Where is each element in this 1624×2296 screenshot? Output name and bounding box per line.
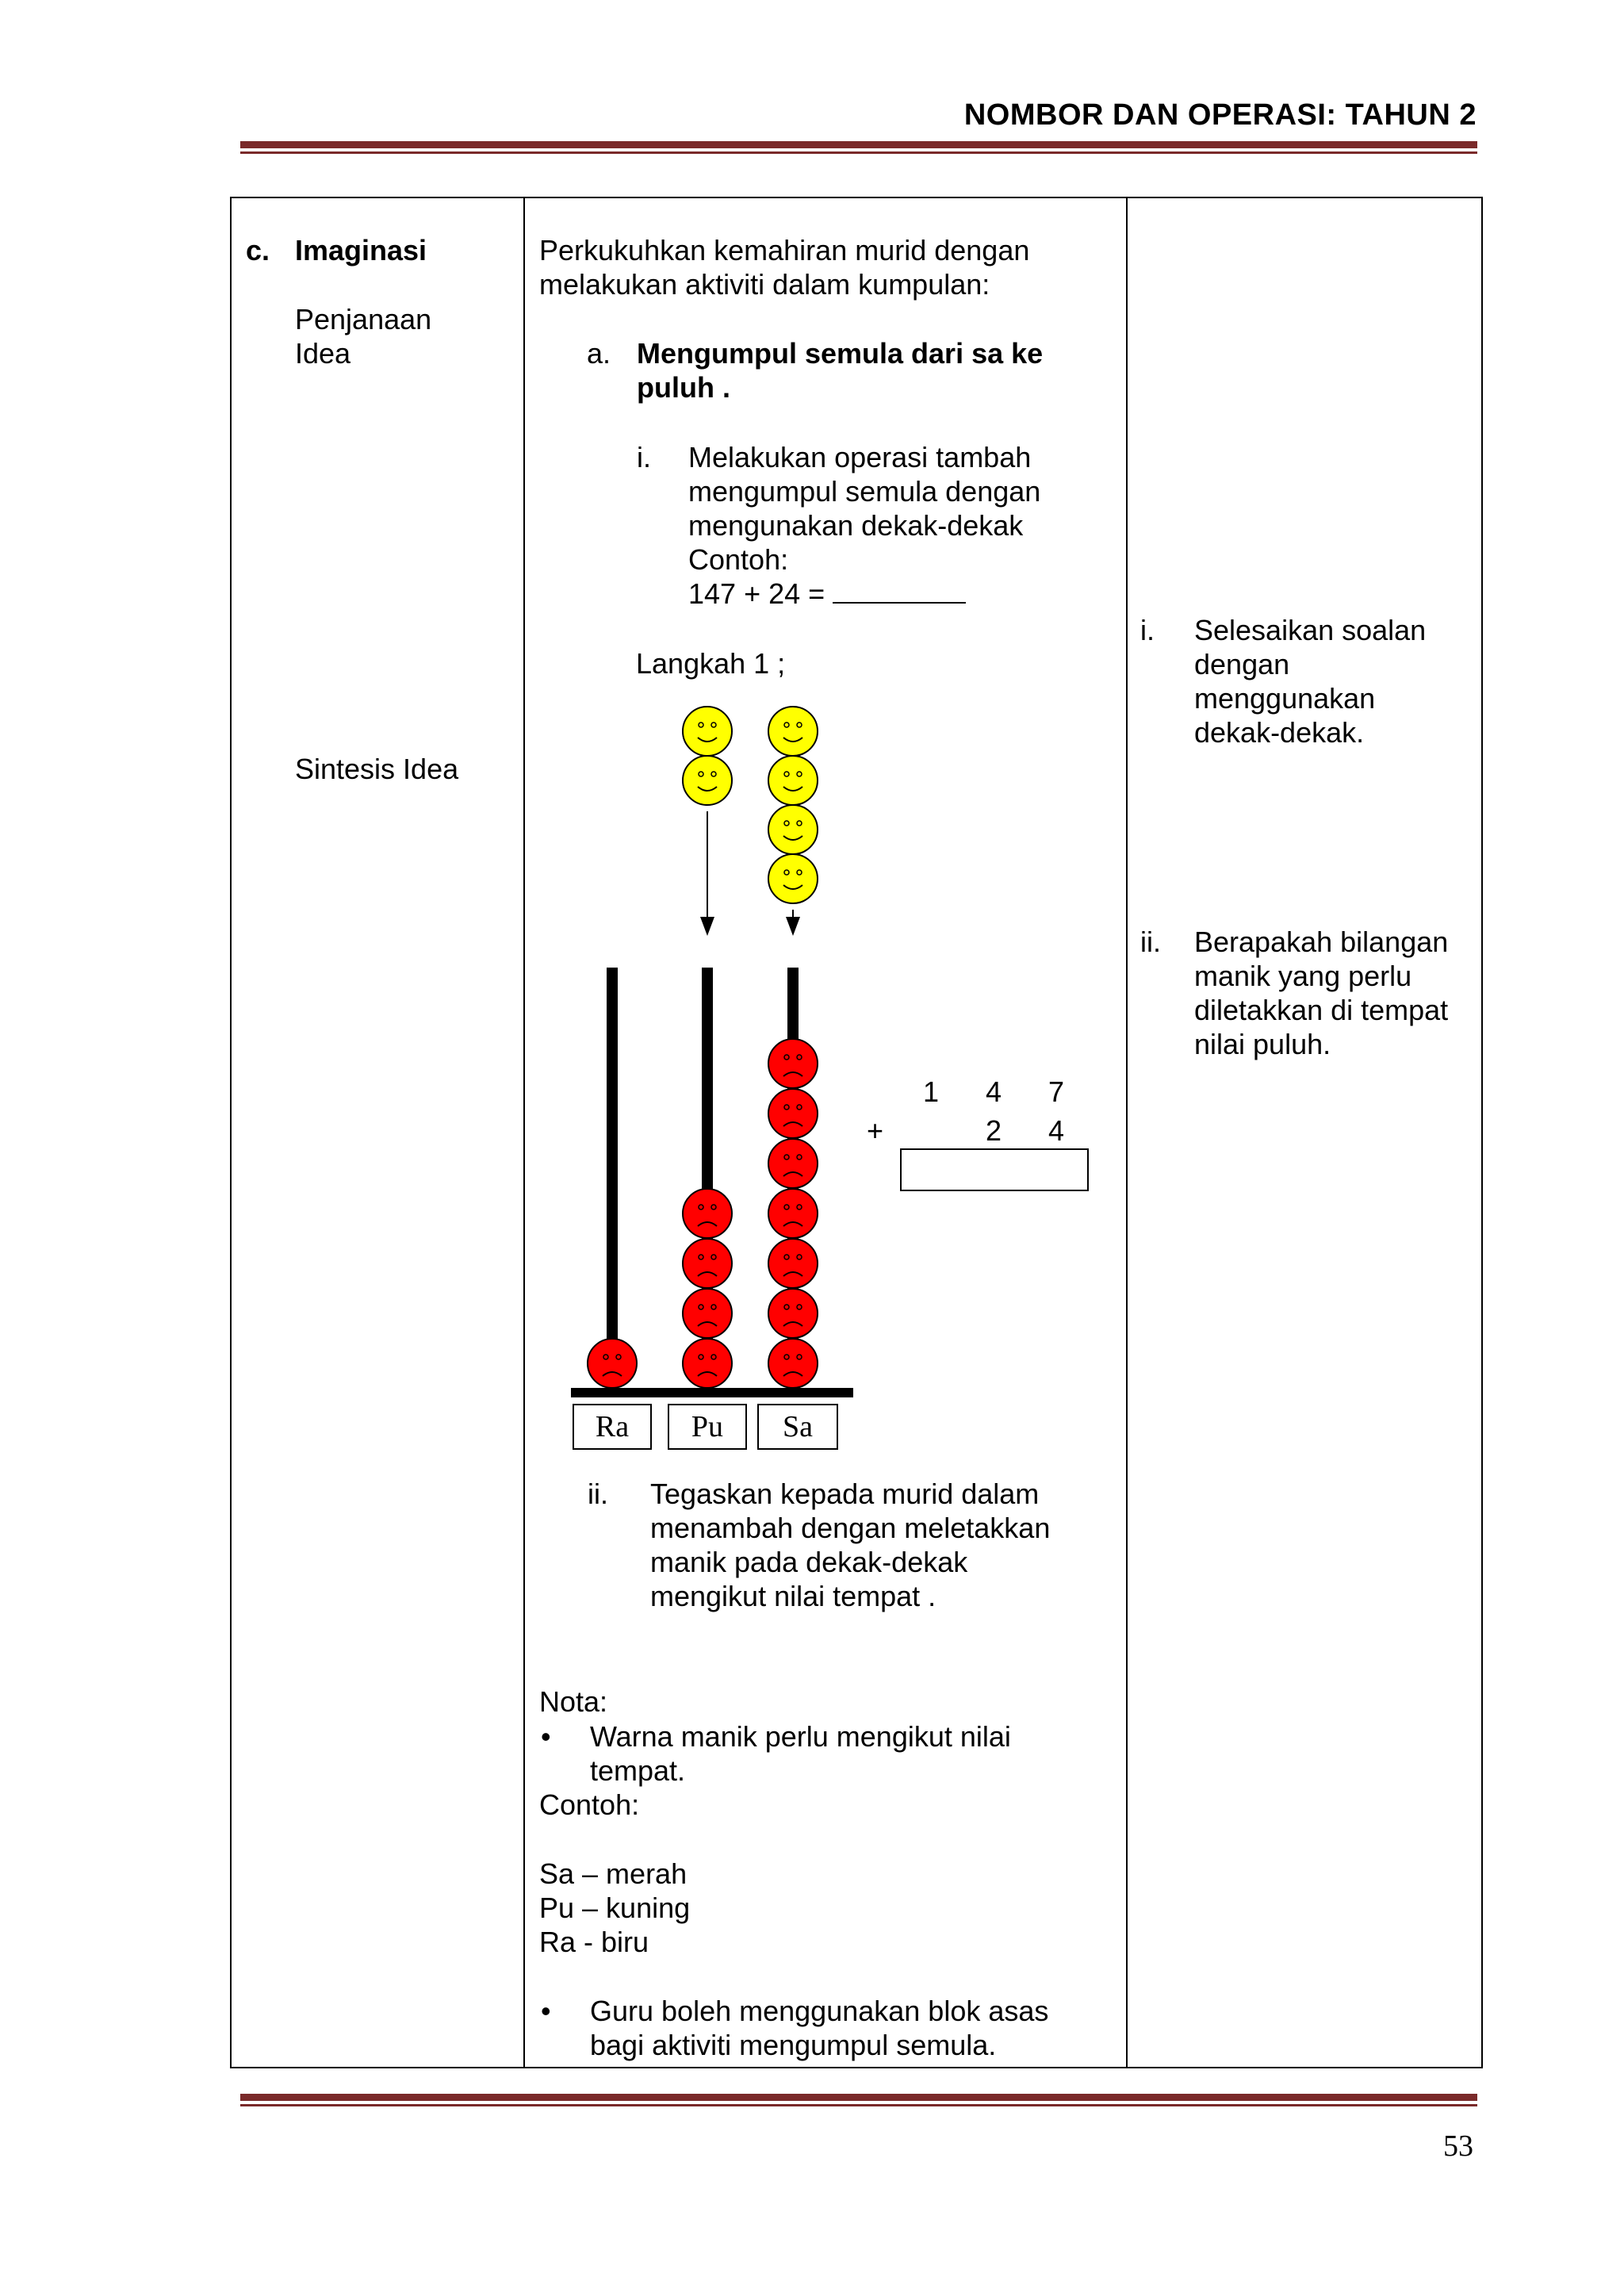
item-i-line-3: mengunakan dekak-dekak: [688, 509, 1024, 542]
item-i-equation: [688, 577, 966, 611]
legend-pu: Pu – kuning: [539, 1892, 691, 1924]
abacus-diagram: [563, 706, 896, 1451]
bullet-2-line-2: bagi aktiviti mengumpul semula.: [590, 2029, 997, 2061]
task-ii-line-3: diletakkan di tempat: [1194, 994, 1449, 1026]
intro-line-1: Perkukuhkan kemahiran murid dengan: [539, 234, 1030, 266]
heading-letter: c.: [246, 234, 270, 266]
column-divider-2: [1126, 198, 1128, 2067]
bullet-2-glyph: •: [541, 1995, 551, 2027]
bead-sa-4: [768, 1189, 818, 1238]
item-i-line-4: Contoh:: [688, 543, 789, 576]
page-header-title: NOMBOR DAN OPERASI: TAHUN 2: [963, 98, 1477, 132]
task-i-line-4: dekak-dekak.: [1194, 716, 1365, 749]
bead-pu-2: [683, 1289, 732, 1338]
bead-pu-3: [683, 1239, 732, 1288]
sub-idea: Idea: [295, 337, 351, 370]
item-a-line-1: Mengumpul semula dari sa ke: [637, 337, 1044, 370]
incoming-bead-pu-2: [683, 756, 732, 805]
legend-ra: Ra - biru: [539, 1926, 649, 1958]
task-ii-marker: ii.: [1140, 926, 1161, 958]
bead-sa-6: [768, 1089, 818, 1138]
page-number: 53: [1443, 2129, 1473, 2163]
sub-penjanaan: Penjanaan: [295, 303, 432, 335]
sum-plus: +: [867, 1114, 884, 1147]
incoming-bead-sa-1: [768, 707, 818, 756]
bullet-1-line-1: Warna manik perlu mengikut nilai: [590, 1720, 1011, 1753]
abacus-base: [571, 1388, 853, 1397]
footer-rule: [240, 2094, 1477, 2106]
incoming-bead-sa-4: [768, 854, 818, 903]
item-ii-line-1: Tegaskan kepada murid dalam: [650, 1478, 1040, 1510]
bead-pu-1: [683, 1339, 732, 1388]
bead-ra-1: [588, 1339, 637, 1388]
task-i-line-2: dengan: [1194, 648, 1290, 680]
sum-row1-hundreds: 1: [923, 1075, 940, 1108]
item-i-line-2: mengumpul semula dengan: [688, 475, 1041, 508]
task-ii-line-1: Berapakah bilangan: [1194, 926, 1449, 958]
bead-sa-5: [768, 1139, 818, 1188]
place-label-ra: Ra: [573, 1404, 652, 1450]
item-a-line-2: puluh .: [637, 371, 730, 404]
item-i-line-1: Melakukan operasi tambah: [688, 441, 1032, 473]
column-divider-1: [523, 198, 525, 2067]
task-i-marker: i.: [1140, 614, 1155, 646]
bead-sa-2: [768, 1289, 818, 1338]
sum-row2-tens: 2: [986, 1114, 1002, 1147]
legend-sa: Sa – merah: [539, 1857, 688, 1890]
item-ii-line-2: menambah dengan meletakkan: [650, 1512, 1051, 1544]
bead-sa-1: [768, 1339, 818, 1388]
item-ii-line-3: manik pada dekak-dekak: [650, 1546, 968, 1578]
task-ii-line-4: nilai puluh.: [1194, 1028, 1331, 1060]
bullet-1-line-2: tempat.: [590, 1754, 686, 1787]
place-label-pu: Pu: [668, 1404, 747, 1450]
incoming-bead-sa-2: [768, 756, 818, 805]
bead-sa-3: [768, 1239, 818, 1288]
sum-row1-ones: 7: [1048, 1075, 1065, 1108]
incoming-bead-sa-3: [768, 805, 818, 854]
intro-line-2: melakukan aktiviti dalam kumpulan:: [539, 268, 990, 301]
sum-row2-ones: 4: [1048, 1114, 1065, 1147]
task-ii-line-2: manik yang perlu: [1194, 960, 1412, 992]
item-ii-line-4: mengikut nilai tempat .: [650, 1580, 936, 1612]
header-rule: [240, 141, 1477, 154]
task-i-line-3: menggunakan: [1194, 682, 1376, 715]
equation-text: 147 + 24 =: [688, 577, 825, 610]
equation-blank: [833, 578, 966, 604]
nota-label: Nota:: [539, 1685, 608, 1718]
task-i-line-1: Selesaikan soalan: [1194, 614, 1427, 646]
item-ii-marker: ii.: [588, 1478, 608, 1510]
arrow-head-sa: [786, 917, 800, 936]
sum-answer-box[interactable]: [900, 1148, 1089, 1191]
item-a-marker: a.: [587, 337, 611, 370]
item-i-marker: i.: [637, 441, 651, 473]
contoh-label: Contoh:: [539, 1788, 640, 1821]
sub-sintesis-idea: Sintesis Idea: [295, 753, 459, 785]
bullet-1-glyph: •: [541, 1720, 551, 1753]
incoming-bead-pu-1: [683, 707, 732, 756]
abacus-rod-ra: [607, 968, 618, 1388]
sum-row1-tens: 4: [986, 1075, 1002, 1108]
arrow-head-pu: [700, 917, 714, 936]
bullet-2-line-1: Guru boleh menggunakan blok asas: [590, 1995, 1049, 2027]
heading-imaginasi: Imaginasi: [295, 234, 427, 266]
langkah-label: Langkah 1 ;: [636, 647, 786, 680]
bead-pu-4: [683, 1189, 732, 1238]
place-label-sa: Sa: [757, 1404, 838, 1450]
bead-sa-7: [768, 1039, 818, 1088]
